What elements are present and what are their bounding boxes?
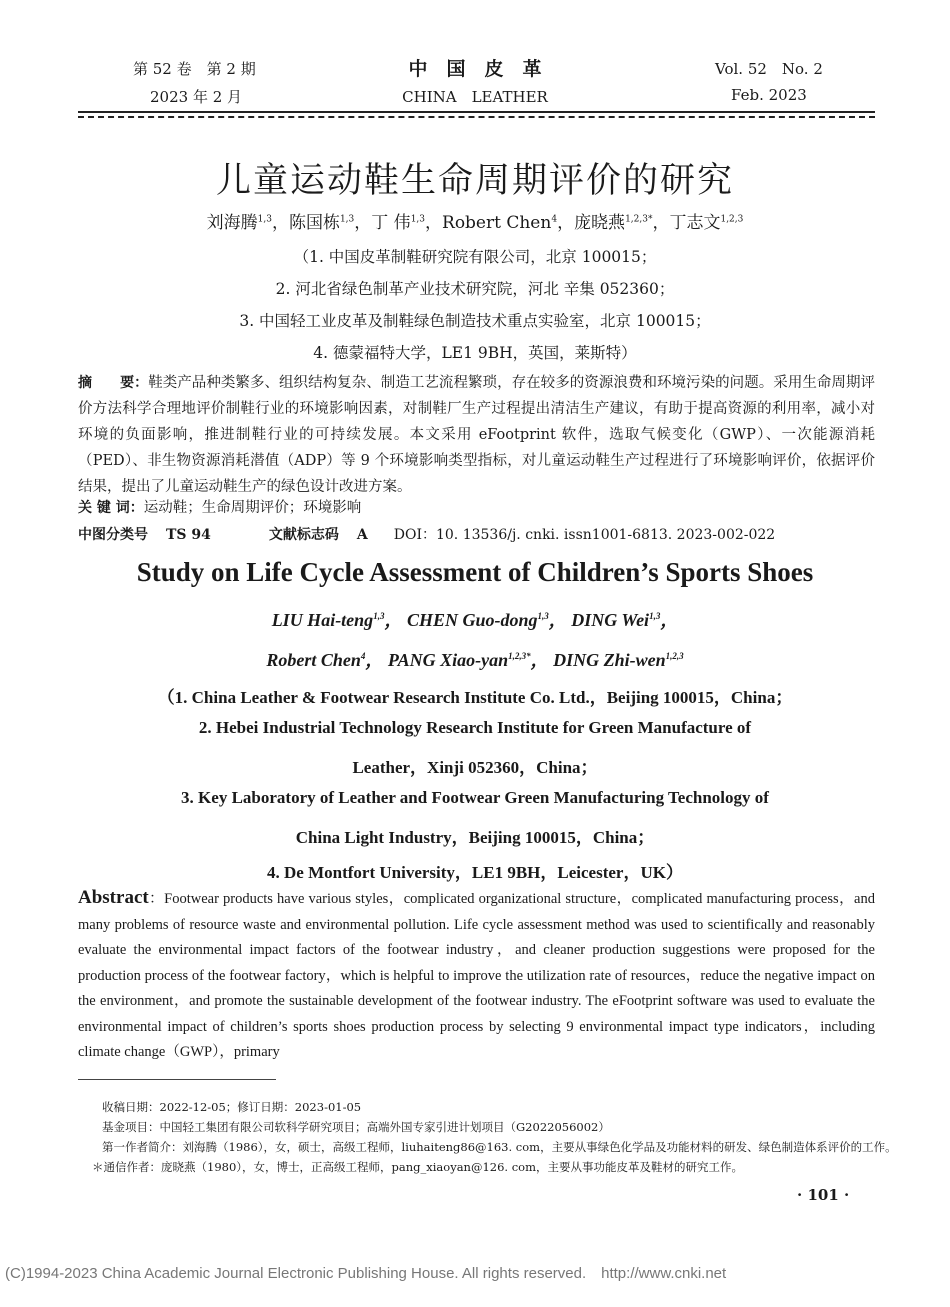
affiliation-cn-4: 4. 德蒙福特大学，LE1 9BH，英国，莱斯特） [313, 344, 637, 362]
header-date-en: Feb. 2023 [731, 86, 807, 104]
footnote-rule [78, 1079, 276, 1080]
abstract-en-text: Footwear products have various styles，complicated organizational structure，complicated manufacturing process，and many problems of resource waste and environmental pollution. Life cycle assessment method was used to scientifically and reasonably evaluate the environmental impact factors of the footwear industry，and cleaner production suggestions were proposed for the production process of the footwear factory，which is helpful to improve the utilization rate of resources，reduce the negative impact on the environment，and promote the sustainable development of the footwear industry. The eFootprint software was used to evaluate the environmental impact of children’s sports shoes production process by selecting 9 environmental impact type indicators，including climate change（GWP），primary [78, 891, 875, 1060]
classification-line: 中图分类号 TS 94 文献标志码 A DOI：10. 13536/j. cnki. issn1001-6813. 2023-002-022 [78, 527, 776, 543]
abstract-en-label: Abstract [78, 887, 149, 908]
journal-name-en: CHINA LEATHER [402, 88, 548, 106]
footnote-funding: 基金项目：中国轻工集团有限公司软科学研究项目；高端外国专家引进计划项目（G2022056002） [102, 1120, 610, 1134]
affiliation-en-4: 3. Key Laboratory of Leather and Footwear Green Manufacturing Technology of [181, 788, 769, 807]
header-volume-cn: 第 52 卷 第 2 期 [133, 60, 256, 78]
page-number: · 101 · [797, 1186, 850, 1204]
keywords-cn [78, 495, 875, 521]
affiliation-cn-3: 3. 中国轻工业皮革及制鞋绿色制造技术重点实验室，北京 100015； [239, 312, 711, 330]
footnote-corresponding: ＊通信作者：庞晓燕（1980），女，博士，正高级工程师，pang_xiaoyan@126. com，主要从事功能皮革及鞋材的研究工作。 [92, 1160, 743, 1174]
keywords-cn-label: 关 键 词： [78, 500, 144, 516]
affiliation-en-1: （1. China Leather & Footwear Research Institute Co. Ltd.，Beijing 100015，China； [157, 688, 793, 707]
affiliation-en-6: 4. De Montfort University，LE1 9BH，Leicester，UK） [267, 863, 683, 882]
footnote-received: 收稿日期：2022-12-05；修订日期：2023-01-05 [102, 1100, 362, 1114]
header-rule [78, 111, 875, 113]
abstract-en: Abstract：Footwear products have various styles，complicated organizational structure，complicated manufacturing process，and many problems of resource waste and environmental pollution. Life cycle assessment method was used to scientifically and reasonably evaluate the environmental impact factors of the footwear industry，and cleaner production suggestions were proposed for the production process of the footwear factory，which is helpful to improve the utilization rate of resources，reduce the negative impact on the environment，and promote the sustainable development of the footwear industry. The eFootprint software was used to evaluate the environmental impact of children’s sports shoes production process by selecting 9 environmental impact type indicators，including climate change（GWP），primary [78, 887, 875, 1060]
abstract-cn [78, 370, 875, 500]
title-en: Study on Life Cycle Assessment of Children’s Sports Shoes [136, 557, 814, 587]
header-date-cn: 2023 年 2 月 [150, 88, 243, 106]
affiliation-en-5: China Light Industry，Beijing 100015，China； [295, 828, 655, 847]
authors-en-line-1: LIU Hai-teng$^{1,3}$， CHEN Guo-dong$^{1,3}$， DING Wei$^{1,3}$， [271, 610, 679, 630]
journal-name-cn: 中 国 皮 革 [408, 58, 542, 80]
authors-cn: 刘海腾$^{1,3}$，陈国栋$^{1,3}$，丁 伟$^{1,3}$，Robert Chen$^4$，庞晓燕$^{1,2,3*}$，丁志文$^{1,2,3}$ [206, 213, 744, 233]
title-cn: 儿童运动鞋生命周期评价的研究 [215, 161, 734, 201]
abstract-cn-text: 鞋类产品种类繁多、组织结构复杂、制造工艺流程繁琐，存在较多的资源浪费和环境污染的问题。采用生命周期评价方法科学合理地评价制鞋行业的环境影响因素，对制鞋厂生产过程提出清洁生产建议，有助于提高资源的利用率，减小对环境的负面影响，推进制鞋行业的可持续发展。本文采用 eFootprint 软件，选取气候变化（GWP）、一次能源消耗（PED）、非生物资源消耗潜值（ADP）等 9 个环境影响类型指标，对儿童运动鞋生产过程进行了环境影响评价，依据评价结果，提出了儿童运动鞋生产的绿色设计改进方案。 [78, 375, 875, 495]
affiliation-cn-2: 2. 河北省绿色制革产业技术研究院，河北 辛集 052360； [275, 280, 675, 298]
affiliation-cn-1: （1. 中国皮革制鞋研究院有限公司，北京 100015； [293, 248, 657, 266]
authors-en-line-2: Robert Chen$^4$， PANG Xiao-yan$^{1,2,3*}$， DING Zhi-wen$^{1,2,3}$ [266, 650, 684, 670]
header-volume-en: Vol. 52 No. 2 [715, 60, 823, 78]
keywords-cn-text: 运动鞋；生命周期评价；环境影响 [143, 500, 362, 516]
copyright-notice: (C)1994-2023 China Academic Journal Electronic Publishing House. All rights reserved. http://www.cnki.net [5, 1265, 727, 1282]
footnote-first-author: 第一作者简介：刘海腾（1986），女，硕士，高级工程师，liuhaiteng86@163. com，主要从事绿色化学品及功能材料的研发、绿色制造体系评价的工作。 [102, 1140, 897, 1154]
abstract-cn-label: 摘 要： [78, 375, 149, 391]
header-rule-dashed [78, 116, 875, 118]
affiliation-en-2: 2. Hebei Industrial Technology Research Institute for Green Manufacture of [198, 718, 752, 737]
affiliation-en-3: Leather，Xinji 052360，China； [352, 758, 598, 777]
